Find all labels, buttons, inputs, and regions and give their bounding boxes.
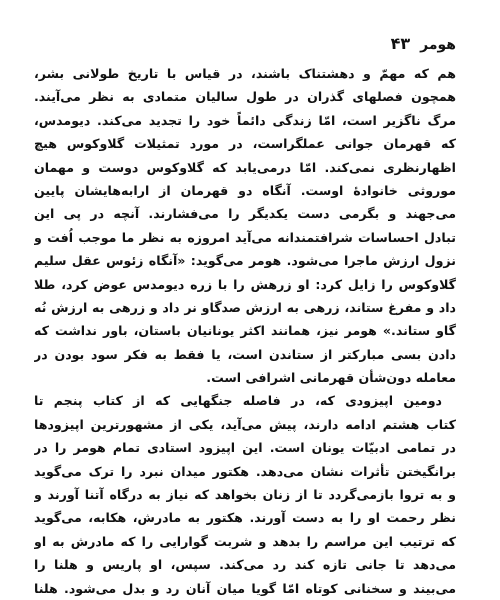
paragraph-first-line: دومین اپیزودی که، در فاصله جنگهایی که از کتاب پنجم تا xyxy=(34,393,442,409)
text-line: داد و مفرغ ستاند، زرهی به ارزش صدگاو نر داد و زرهی به ارزش نُه xyxy=(34,299,456,315)
text-line: برانگیختن تأثرات نشان می‌دهد. هکتور میدان نبرد را ترک می‌گوید xyxy=(34,463,456,479)
text-line: تبادل احساسات شرافتمندانه می‌آید امروزه به نظر ما موجب اُفت و xyxy=(34,229,456,245)
text-line: نظر رحمت او را به دست آورند. هکتور به مادرش، هکابه، می‌گوید xyxy=(34,510,456,526)
text-line: می‌بیند و سخنانی کوتاه امّا گویا میان آنان رد و بدل می‌شود. هلنا xyxy=(34,580,456,596)
text-line: گلاوکوس را زایل کرد: او زرهش را با زره دیومدس عوض کرد، طلا xyxy=(34,276,456,292)
running-title: هومر xyxy=(420,37,456,53)
text-line: نزول ارزش ماجرا می‌شود. هومر می‌گوید: «آنگاه زئوس عقل سلیم xyxy=(34,253,456,269)
page-header xyxy=(391,34,456,53)
text-line: کتاب هشتم ادامه دارند، پیش می‌آید، یکی از مشهورترین اپیزودها xyxy=(34,416,456,432)
text-line: که ترتیب این مراسم را بدهد و شربت گوارایی را که مادرش به او xyxy=(34,533,456,549)
text-line: هم که مهمّ و دهشتناک باشند، در قیاس با تاریخ طولانی بشر، xyxy=(34,66,456,81)
text-line: دادن بسی مبارکتر از ستاندن است، یا فقط به فکر سود بودن در xyxy=(34,346,456,362)
text-line: همچون فصلهای گذران در طول سالیان متمادی به نظر می‌آیند. xyxy=(34,89,456,105)
body-text xyxy=(34,62,456,600)
page-number: ۴۳ xyxy=(390,34,411,53)
text-line: می‌جهند و بگرمی دست یکدیگر را می‌فشارند. آنچه در پی این xyxy=(34,206,456,222)
text-line: معامله دون‌شأن قهرمانی اشرافی است. xyxy=(206,370,456,386)
text-line: مرگ ناگزیر است، امّا زندگی دائماً خود را تجدید می‌کند. دیومدس، xyxy=(34,112,456,128)
text-line: اظهارنظری نمی‌کند. امّا درمی‌یابد که گلاوکوس دوست و مهمان xyxy=(34,159,456,175)
text-line: موروثی خانوادهٔ اوست. آنگاه دو قهرمان از ارابه‌هایشان پایین xyxy=(34,182,456,198)
text-line: در تمامی ادبیّات یونان است. این اپیزود استادی تمام هومر را در xyxy=(34,440,456,456)
text-line: می‌دهد تا جانی تازه کند رد می‌کند. سپس، او پاریس و هلنا را xyxy=(34,557,456,573)
text-line: گاو ستاند.» هومر نیز، همانند اکثر یونانیان باستان، باور نداشت که xyxy=(34,323,456,339)
text-line: و به تروا بازمی‌گردد تا از زنان بخواهد که نیاز به درگاه آتنا آورند و xyxy=(34,487,456,503)
text-line: که قهرمان جوانی عملگراست، در مورد تمثیلات گلاوکوس هیچ xyxy=(34,136,456,152)
